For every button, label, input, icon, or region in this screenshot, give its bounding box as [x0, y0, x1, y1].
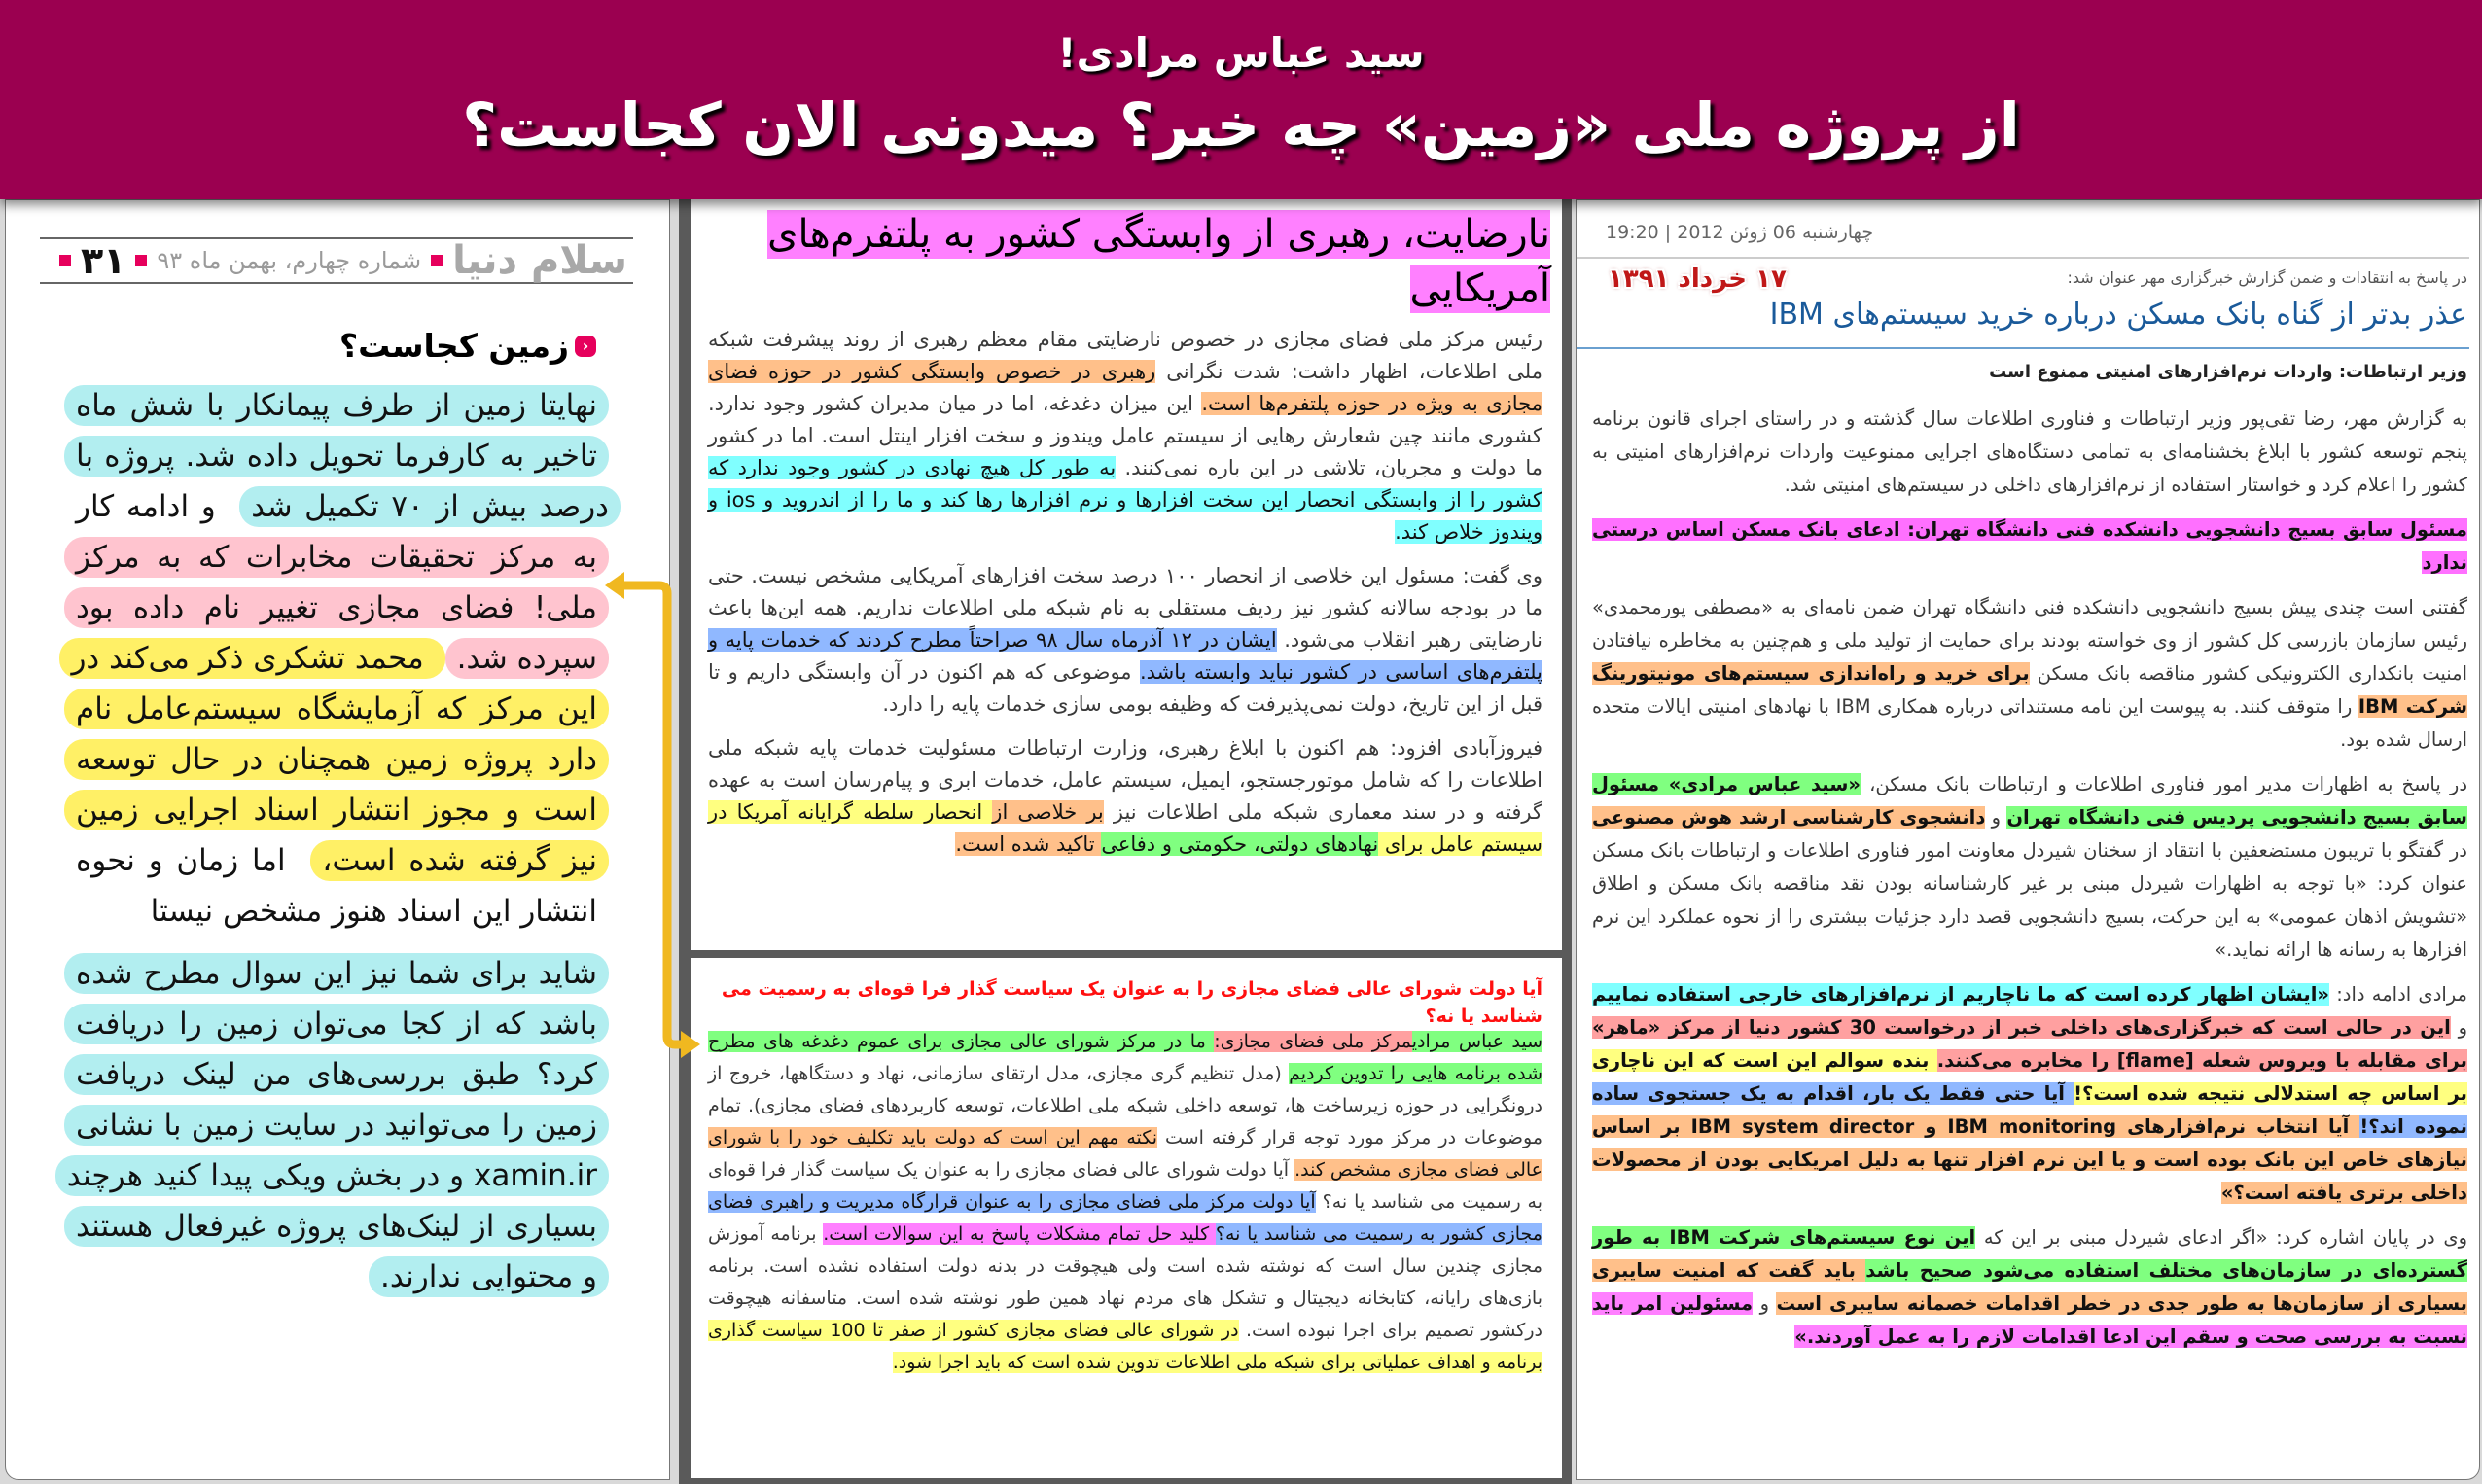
highlighted-text-segment: باید گفت که امنیت سایبری بسیاری از سازمان‌ها به طور جدی در خطر اقدامات خصمانه سایبری است — [1592, 1259, 2467, 1315]
article-headline: عذر بدتر از گناه بانک مسکن درباره خرید سیستم‌های IBM — [1769, 298, 2467, 332]
chevron-bullet-icon: ‹ — [575, 336, 596, 357]
magazine-clipping-panel — [5, 199, 670, 1480]
text-segment: و — [1753, 1292, 1777, 1315]
article-subhead-2-text: مسئول سابق بسیج دانشجویی دانشکده فنی دانشگاه تهران: ادعای بانک مسکن اساس درستی ندارد — [1592, 518, 2467, 574]
text-segment: این میزان دغدغه، اما در میان مدیران کشور وجود ندارد. کشوری مانند چین شعارش رهایی از سیستم عامل ویندوز و سخت افزار اینتل است. اما در کشور ما دولت و مجریان، تلاشی در این باره نمی‌کنند. — [708, 392, 1543, 479]
highlighted-text-segment: آیا حتی فقط یک بار، اقدام به یک جستجوی ساده نموده اند؟! — [1592, 1082, 2467, 1138]
highlighted-text-segment: نهادهای دولتی، حکومتی و دفاعی — [1101, 832, 1379, 856]
highlighted-text-segment: این نوع سیستم‌های شرکت IBM به طور گسترده‌ای در سازمان‌های مختلف استفاده می‌شود صحیح باشد — [1592, 1226, 2467, 1282]
article-date: چهارشنبه 06 ژوئن 2012 | 19:20 — [1606, 222, 1874, 243]
highlighted-text-segment: این در حالی است که خبرگزاری‌های داخلی خبر از درخواست 30 کشور دنیا از مرکز «ماهر» برای مقابله با ویروس شعله [flame] را مخابره می‌کنند. — [1592, 1016, 2467, 1072]
clipping-body — [64, 380, 609, 1302]
connector-arrow-icon — [584, 554, 710, 1060]
highlighted-text-segment: مسئولین امر باید نسبت به بررسی صحت و سقم این ادعا اقدامات لازم را به عمل آوردند.» — [1592, 1292, 2467, 1348]
highlighted-text-segment: «سید عباس مرادی» مسئول سابق بسیج دانشجویی پردیس فنی دانشگاه تهران — [1592, 773, 2467, 829]
text-segment: و ادامه کار — [76, 489, 229, 524]
highlighted-text-segment: انحصار سلطه گرایانه آمریکا در سیستم عامل برای — [708, 800, 1542, 856]
separator-square-icon — [59, 255, 71, 266]
text-segment: را متوقف کنند. به پیوست این نامه مستنداتی درباره همکاری IBM با نهادهای امنیتی ایالات متحده ارسال شده بود. — [1592, 695, 2467, 751]
article-lead: در پاسخ به انتقادات و ضمن گزارش خبرگزاری مهر عنوان شد: — [2067, 268, 2467, 287]
text-segment: برنامه آموزش مجازی چندین سال است که نوشته شده است ولی هیچوقت در بدنه دولت استفاده نشده است. برنامه بازی‌های رایانه، کتابخانه دیجیتال و تشکل های مردم نهاد همین طور نوشته شده است. متاسفانه هیچوقت درکشور تصمیم برای اجرا نبوده است. — [708, 1223, 1542, 1341]
interview-panel — [691, 958, 1562, 1478]
news-article-panel — [1576, 199, 2480, 1480]
text-segment: و — [2450, 1016, 2467, 1039]
highlighted-text-segment: محمد تشکری ذکر می‌کند در این مرکز که آزمایشگاه سیستم‌عامل نام دارد پروژه زمین همچنان در حال توسعه است و مجوز انتشار اسناد اجرایی زمین نیز گرفته شده است، — [59, 638, 609, 881]
issue-info: شماره چهارم، بهمن ماه ۹۳ — [157, 247, 422, 274]
highlighted-text-segment: نکته مهم این است که دولت باید تکلیف خود را با شورای عالی فضای مجازی مشخص کند. — [708, 1127, 1542, 1181]
text-segment: اما زمان و نحوه انتشار این اسناد هنوز مشخص نیستا — [76, 843, 597, 929]
article-dependency-panel — [691, 199, 1562, 950]
magazine-logo: سلام دنیا — [452, 238, 627, 283]
highlighted-text-segment: آیا دولت مرکز ملی فضای مجازی را به عنوان قرارگاه مدیریت و راهبری فضای مجازی کشور به رسمیت می شناسد یا نه؟ — [708, 1191, 1542, 1245]
paragraph — [1592, 591, 2467, 757]
text-segment: آیا دولت شورای عالی فضای مجازی را به عنوان یک سیاست گذار فرا قوه‌ای به رسمیت می شناسد یا نه؟ — [708, 1159, 1543, 1213]
page-number: ۳۱ — [80, 239, 126, 282]
interview-body — [708, 1026, 1542, 1391]
paragraph — [708, 560, 1542, 721]
paragraph — [708, 1026, 1542, 1379]
highlighted-text-segment: رهبری در خصوص وابستگی کشور در حوزه فضای مجازی به ویژه در حوزه پلتفرم‌ها است. — [708, 360, 1542, 415]
paragraph — [64, 948, 609, 1302]
highlighted-text-segment: ما در مرکز شورای عالی مجازی برای عموم دغدغه های مطرح شده برنامه هایی را تدوین کردیم — [708, 1031, 1542, 1084]
paragraph — [64, 380, 609, 936]
article-paragraphs-b — [1592, 591, 2467, 1354]
article-body — [1592, 403, 2467, 1365]
separator-square-icon — [431, 255, 443, 266]
highlighted-text-segment: «ایشان اظهار کرده است که ما ناچاریم از نرم‌افزارهای خارجی استفاده نماییم — [1592, 983, 2329, 1006]
highlighted-text-segment: کلید حل تمام مشکلات پاسخ به این سوالات است. — [823, 1223, 1216, 1245]
highlighted-text-segment: ایشان در ۱۲ آذرماه سال ۹۸ صراحتاً مطرح کردند که خدمات پایه و پلتفرم‌های اساسی در کشور نباید وابسته باشد. — [708, 628, 1542, 684]
article-paragraphs-a — [1592, 403, 2467, 502]
article-subhead-2 — [1592, 513, 2467, 580]
separator-square-icon — [135, 255, 147, 266]
highlighted-text-segment: آیا انتخاب نرم‌افزارهای IBM monitoring و IBM system director بر اساس نیازهای خاص این بانک بوده است و یا این نرم افزار تنها به دلیل امریکایی بودن از محصولات داخلی برتری یافته است؟» — [1592, 1115, 2467, 1204]
paragraph — [1592, 1221, 2467, 1354]
text-segment: و — [1985, 806, 2007, 829]
highlighted-text-segment: به طور کل هیچ نهادی در کشور وجود ندارد که کشور را از وابستگی انحصار این سخت افزارها و نرم افزارها رها کند و ما را از اندروید و ios و ویندوز خلاص کند. — [708, 456, 1542, 544]
highlighted-text-segment: شاید برای شما نیز این سوال مطرح شده باشد که از کجا می‌توان زمین را دریافت کرد؟ طبق بررسی‌های من لینک دریافت زمین را می‌توانید در سایت زمین با نشانی xamin.ir و در بخش ویکی پیدا کنید هرچند بسیاری از لینک‌های پروژه غیرفعال هستند و محتوایی ندارند. — [55, 953, 609, 1297]
highlighted-text-segment: برای خرید و راه‌اندازی سیستم‌های مونیتورینگ شرکت IBM — [1592, 662, 2468, 718]
text-segment: وی گفت: مسئول این خلاصی از انحصار ۱۰۰ درصد سخت افزارهای آمریکایی مشخص نیست. حتی ما در بودجه سالانه کشور نیز ردیف مستقلی به نام شبکه ملی اطلاعات نداریم. همه این‌ها باعث نارضایتی رهبر انقلاب می‌شود. — [708, 564, 1542, 652]
paragraph — [1592, 403, 2467, 502]
text-segment: در پاسخ به اظهارات مدیر امور فناوری اطلاعات و ارتباطات بانک مسکن، — [1861, 773, 2467, 795]
paragraph — [1592, 768, 2467, 967]
text-segment: وی در پایان اشاره کرد: «اگر ادعای شیردل مبنی بر این که — [1975, 1226, 2468, 1249]
masthead — [40, 237, 633, 284]
interview-question: آیا دولت شورای عالی فضای مجازی را به عنوان یک سیاست گذار فرا قوه‌ای به رسمیت می شناسد یا نه؟ — [721, 978, 1542, 1027]
text-segment: موضوعی که هم اکنون در آن وابستگی داریم و تا قبل از این تاریخ، دولت نمی‌پذیرفت که وظیفه بومی سازی خدمات پایه را دارد. — [708, 660, 1542, 716]
text-segment: (مدل تنظیم گری مجازی، مدل ارتقای سازمانی، نهاد و دستگاهها، خروج از درونگرایی در حوزه زیرساخت ها، توسعه داخلی شبکه ملی اطلاعات، توسعه کاربردهای فضای مجازی). تمام موضوعات در مرکز مورد توجه قرار گرفته است — [708, 1063, 1542, 1148]
text-segment: در گفتگو با تریبون مستضعفین با انتقاد از سخنان شیردل معاونت امور فناوری اطلاعات و ارتباطات بانک مسکن عنوان کرد: «با توجه به اظهارات شیردل مبنی بر غیر کارشناسانه بودن نقد مناقصه بانک مسکن و اطلاق «تشویش اذهان عمومی» به این حرکت، بسیج دانشجویی قصد دارد جزئیات بیشتری را از نحوه عملکرد این نرم افزارها به رسانه ها ارائه نماید.» — [1592, 839, 2467, 961]
highlighted-text-segment: بنده سوالم این است که این ناچاری بر اساس چه استدلالی نتیجه شده است؟! — [1592, 1049, 2467, 1105]
paragraph — [708, 732, 1542, 861]
article-title-text: نارضایت، رهبری از وابستگی کشور به پلتفرم‌های آمریکایی — [767, 212, 1550, 311]
paragraph — [1592, 978, 2467, 1210]
text-segment: رئیس مرکز ملی فضای مجازی در خصوص نارضایتی مقام معظم رهبری از روند پیشرفت شبکه ملی اطلاعات، اظهار داشت: شدت نگرانی — [708, 328, 1542, 383]
highlighted-text-segment: مرکز ملی فضای مجازی: — [1214, 1031, 1412, 1052]
paragraph — [708, 324, 1542, 548]
text-segment: گفتنی است چندی پیش بسیج دانشجویی دانشکده فنی دانشگاه تهران ضمن نامه‌ای به «مصطفی پورمحمدی» رئیس سازمان بازرسی کل کشور از وی خواسته بودند برای حمایت از تولید ملی و هم‌چنین به مخاطره نیافتادن امنیت بانکداری الکترونیکی کشور مناقصه بانک مسکن — [1592, 596, 2467, 685]
highlighted-text-segment: بر خلاصی از — [992, 800, 1104, 824]
text-segment: مرادی ادامه داد: — [2328, 983, 2467, 1006]
date-stamp: ۱۷ خرداد ۱۳۹۱ — [1608, 265, 1787, 294]
highlighted-text-segment: سید عباس مرادی — [1411, 1031, 1542, 1052]
highlighted-text-segment: تاکید شده است. — [955, 832, 1102, 856]
section-title: زمین کجاست؟ — [339, 327, 569, 365]
header-title: از پروژه ملی «زمین» چه خبر؟ میدونی الان کجاست؟ — [462, 89, 2020, 160]
text-segment: به گزارش مهر، رضا تقی‌پور وزیر ارتباطات و فناوری اطلاعات سال گذشته و در راستای اجرای قانون برنامه پنجم توسعه کشور با ابلاغ بخشنامه‌ای به تمامی دستگاه‌های اجرایی ممنوعیت واردات نرم‌افزارهای امنیتی به کشور را اعلام کرد و خواستار استفاده از نرم‌افزارهای داخلی در سیستم‌های امنیتی شد. — [1592, 407, 2467, 496]
article-subhead: وزیر ارتباطات: واردات نرم‌افزارهای امنیتی ممنوع است — [1989, 362, 2467, 382]
highlighted-text-segment: نهایتا زمین از طرف پیمانکار با شش ماه تاخیر به کارفرما تحویل داده شد. پروژه با درصد بیش از ۷۰ تکمیل شد — [64, 385, 620, 527]
header-subtitle: سید عباس مرادی! — [1057, 29, 1425, 77]
highlighted-text-segment: دانشجوی کارشناسی ارشد هوش مصنوعی — [1592, 806, 1986, 829]
section-heading — [339, 327, 596, 365]
article-body — [708, 324, 1542, 872]
page-header — [0, 0, 2482, 199]
article-title — [714, 207, 1550, 316]
headline-divider — [1577, 347, 2469, 349]
text-segment: فیروزآبادی افزود: هم اکنون با ابلاغ رهبری، وزارت ارتباطات مسئولیت خدمات پایه شبکه ملی اطلاعات را که شامل موتورجستجو، ایمیل، سیستم عامل، خدمات ابری و پیام‌رسان است به عهده گرفته و در سند معماری شبکه ملی اطلاعات نیز — [708, 736, 1543, 824]
divider — [1577, 257, 2469, 259]
highlighted-text-segment: به مرکز تحقیقات مخابرات که به مرکز ملی! فضای مجازی تغییر نام داده بود سپرده شد. — [64, 537, 609, 679]
highlighted-text-segment: در شورای عالی فضای مجازی کشور از صفر تا 100 سیاست گذاری برنامه و اهداف عملیاتی برای شبکه ملی اطلاعات تدوین شده است که باید اجرا شود. — [708, 1320, 1542, 1373]
